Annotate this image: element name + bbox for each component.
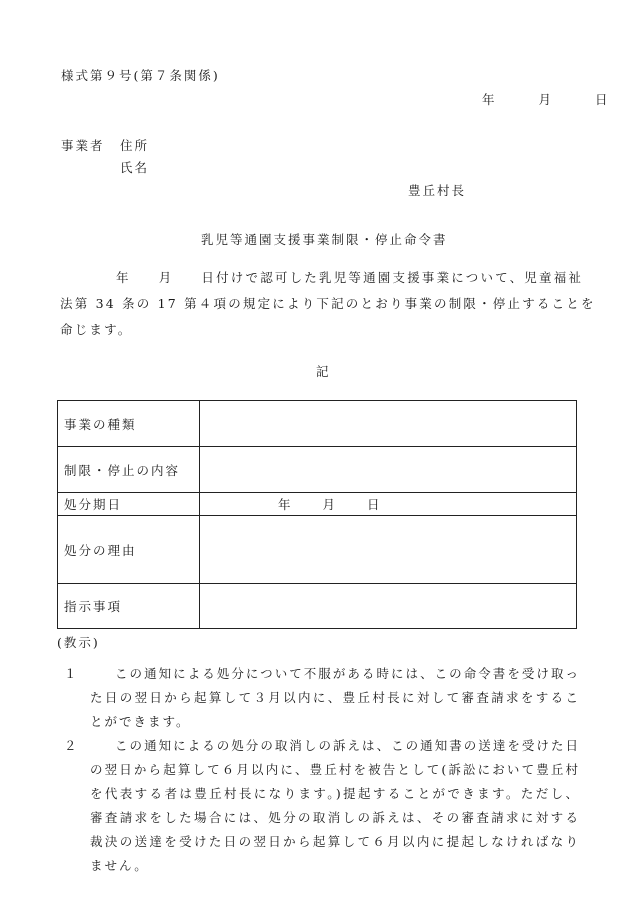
disposition-date-month: 月 [322, 497, 338, 512]
table-row [58, 401, 577, 447]
document-title: 乳児等通園支援事業制限・停止命令書 [201, 232, 448, 247]
row-label-restriction-content: 制限・停止の内容 [58, 447, 200, 493]
body-paragraph [60, 265, 596, 343]
row-value-restriction-content [200, 447, 577, 493]
row-label-business-type: 事業の種類 [58, 401, 200, 447]
header-date-month: 月 [538, 92, 553, 107]
body-text-after-date: 日付けで認可した乳児等通園支援事業について、児童福祉 [201, 270, 584, 285]
table-row [58, 493, 577, 516]
body-date-year: 年 [116, 270, 131, 285]
row-value-disposition-date [200, 493, 577, 516]
row-label-instructions: 指示事項 [58, 584, 200, 629]
body-date-month: 月 [158, 270, 174, 285]
note-item-2 [60, 734, 580, 878]
table-row [58, 447, 577, 493]
header-date-year: 年 [482, 92, 497, 107]
row-label-disposition-date: 処分期日 [58, 493, 200, 516]
row-label-reason: 処分の理由 [58, 516, 200, 584]
note-number: １ [64, 666, 79, 681]
table-row [58, 584, 577, 629]
row-value-instructions [200, 584, 577, 629]
recipient-address-label: 住所 [120, 138, 150, 153]
notes-list [60, 662, 580, 878]
header-date [482, 90, 609, 108]
note-number: ２ [64, 738, 79, 753]
disposition-date-year: 年 [278, 497, 293, 512]
form-number: 様式第９号(第７条関係) [61, 68, 220, 83]
body-line-1 [60, 265, 584, 291]
note-item-1 [60, 662, 580, 734]
notes-heading: (教示) [57, 635, 100, 650]
issuer: 豊丘村長 [408, 183, 467, 198]
note-text: この通知によるの処分の取消しの訴えは、この通知書の送達を受けた日の翌日から起算して６月以内に、豊丘村を被告として(訴訟において豊丘村を代表する者は豊丘村長になります。)提起することができます。ただし、審査請求をした場合には、処分の取消しの訴えは、その審査請求に対する裁決の送達を受けた日の翌日から起算して６月以内に提起しなければなりません。 [90, 738, 580, 873]
body-line-2: 法第 34 条の 17 第４項の規定により下記のとおり事業の制限・停止することを [60, 296, 596, 311]
recipient-name-label: 氏名 [120, 160, 150, 175]
row-value-reason [200, 516, 577, 584]
table-row [58, 516, 577, 584]
row-value-business-type [200, 401, 577, 447]
disposition-date-day: 日 [367, 497, 382, 512]
ki-marker: 記 [316, 364, 331, 379]
header-date-day: 日 [594, 92, 610, 107]
note-text: この通知による処分について不服がある時には、この命令書を受け取った日の翌日から起算して３月以内に、豊丘村長に対して審査請求をすることができます。 [90, 666, 580, 729]
body-line-3: 命じます。 [60, 322, 133, 337]
recipient-label: 事業者 [61, 138, 105, 153]
disposition-table [57, 400, 577, 629]
